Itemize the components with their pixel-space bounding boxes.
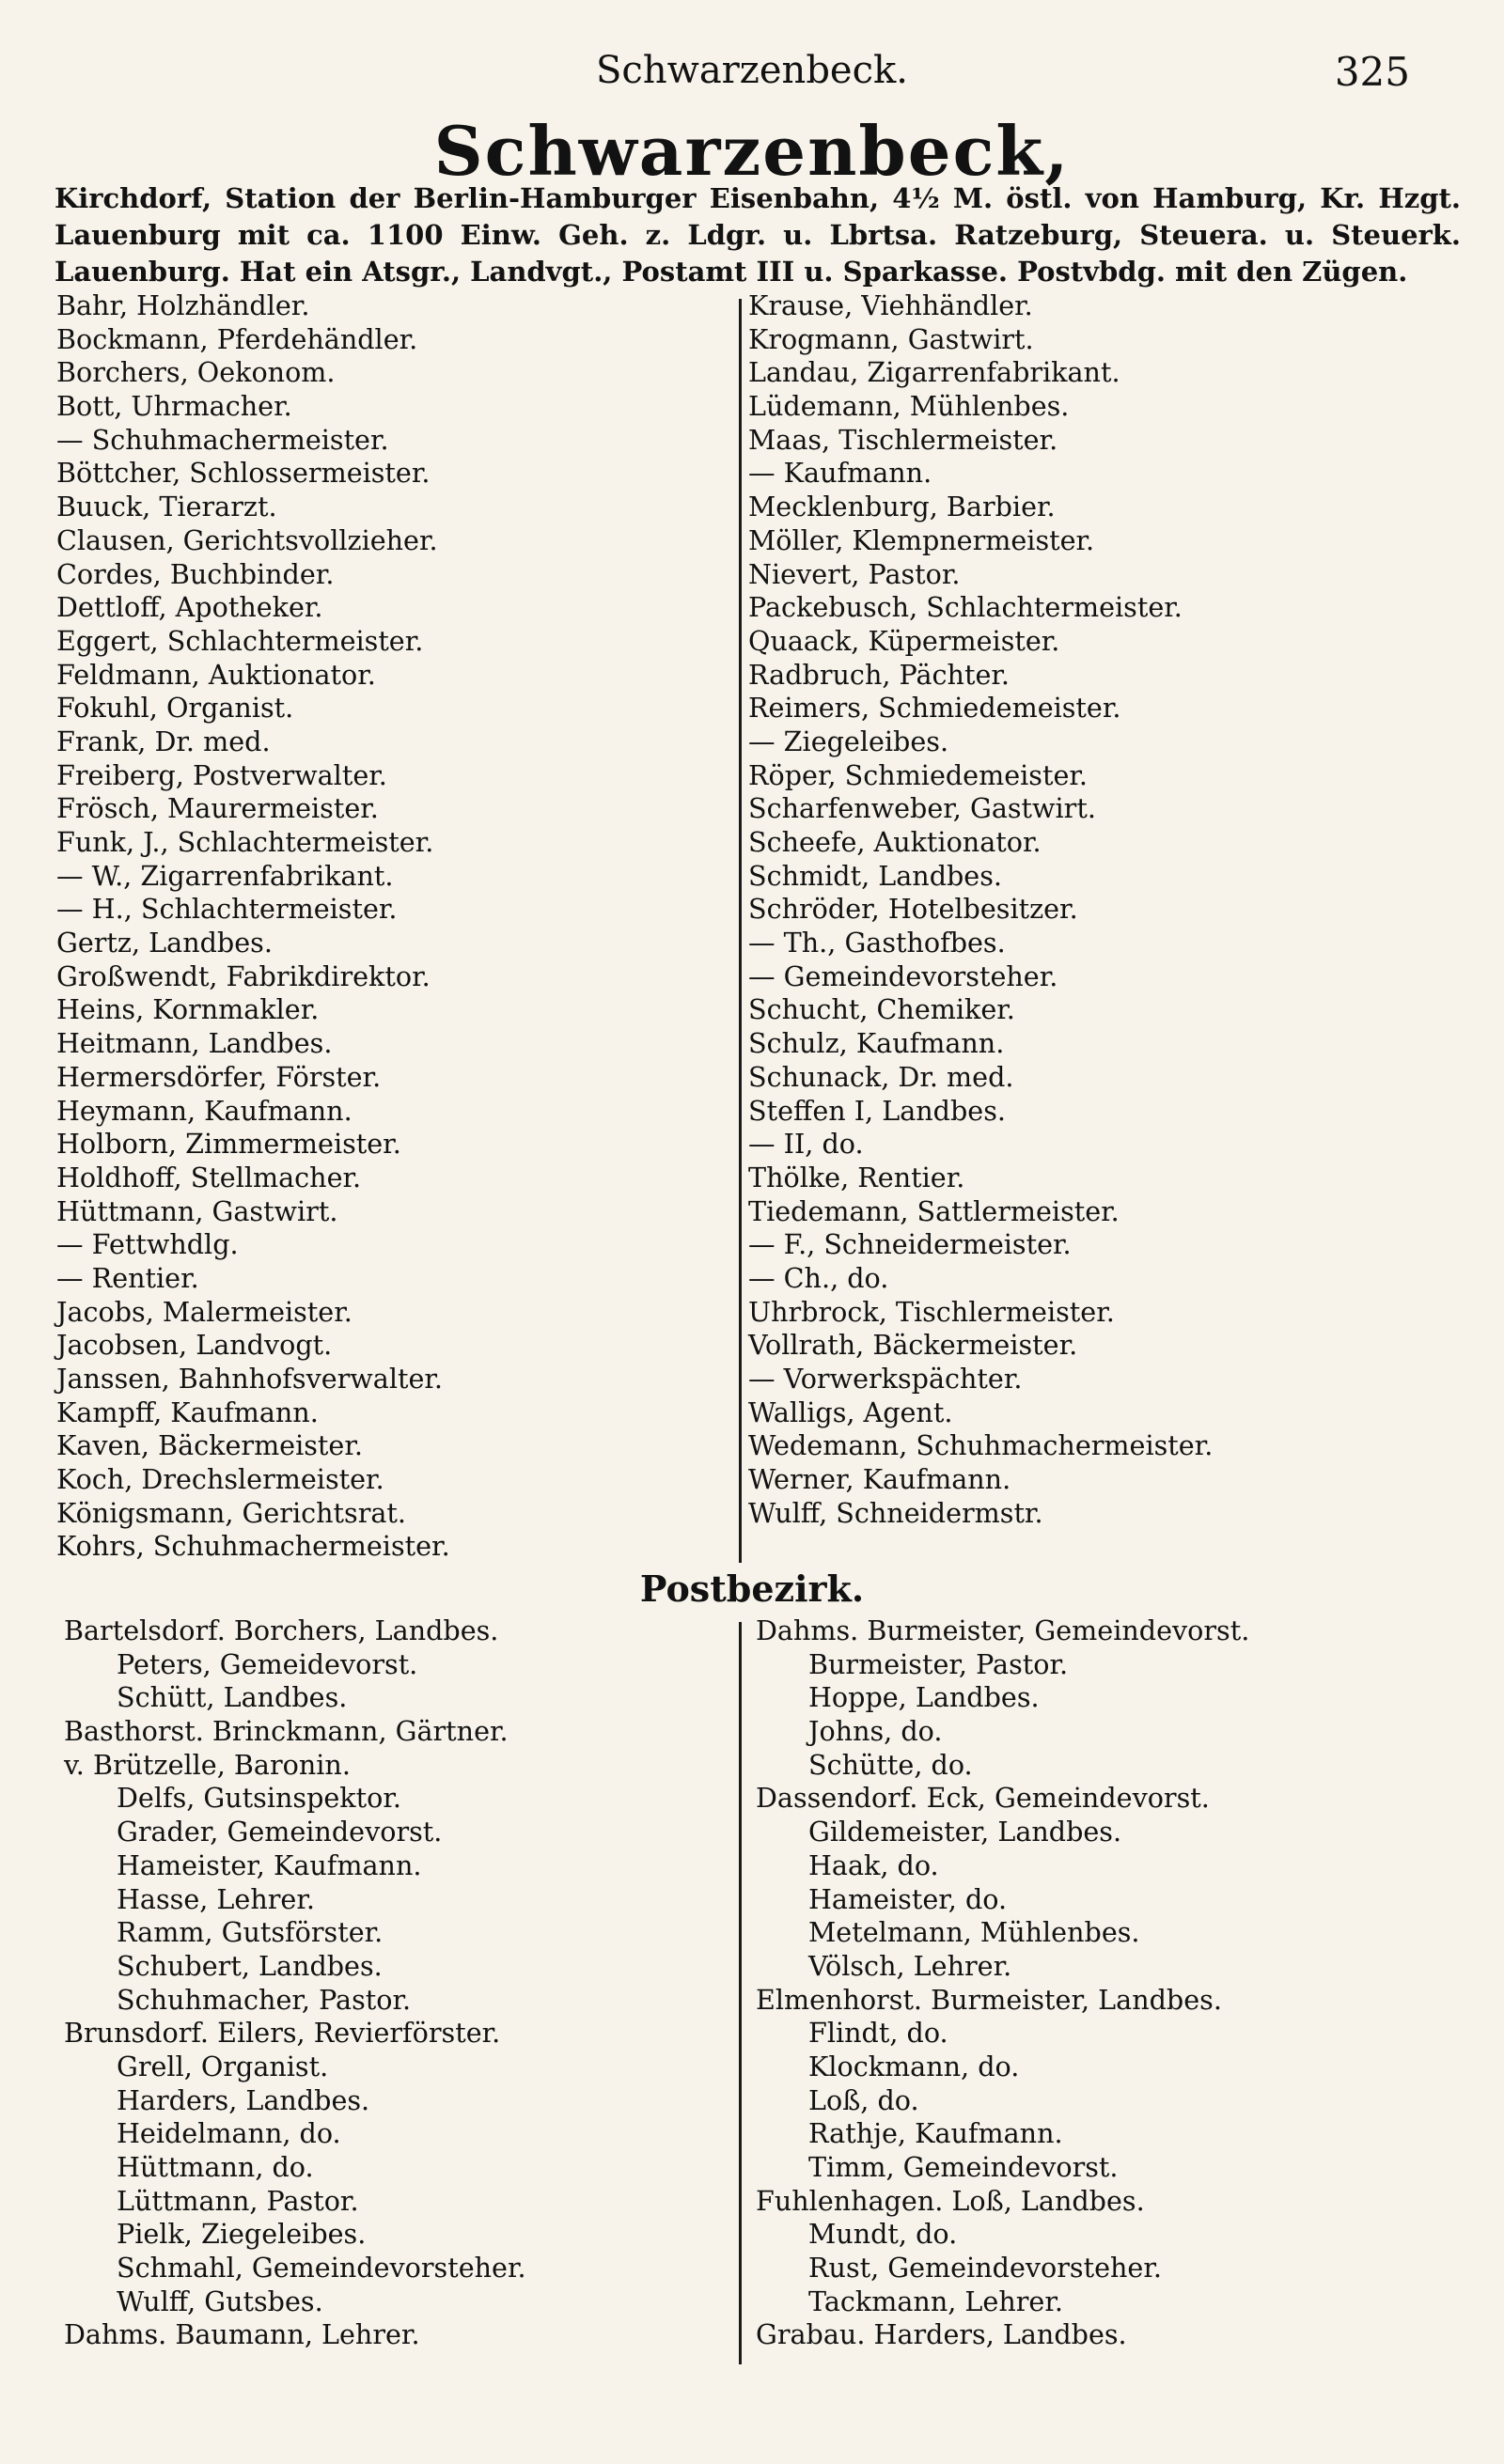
resident-entry: Krogmann, Gastwirt. <box>748 322 1034 355</box>
resident-entry: Schmidt, Landbes. <box>748 859 1002 892</box>
postbezirk-entry: Hoppe, Landbes. <box>808 1681 1040 1714</box>
resident-entry: Krause, Viehhändler. <box>748 289 1033 321</box>
resident-entry: Lüdemann, Mühlenbes. <box>748 390 1070 423</box>
postbezirk-entry: Klockmann, do. <box>808 2050 1020 2082</box>
residents-right-column <box>748 289 1213 1530</box>
resident-entry: Königsmann, Gerichtsrat. <box>56 1496 406 1529</box>
postbezirk-left-column <box>64 1614 526 2352</box>
resident-entry: Janssen, Bahnhofsverwalter. <box>56 1363 444 1395</box>
resident-entry: Möller, Klempnermeister. <box>748 523 1095 556</box>
postbezirk-entry: Schuhmacher, Pastor. <box>117 1983 412 2016</box>
page-number: 325 <box>1334 49 1410 95</box>
postbezirk-entry: Metelmann, Mühlenbes. <box>808 1916 1140 1949</box>
resident-entry: Scheefe, Auktionator. <box>748 826 1042 858</box>
resident-entry: — W., Zigarrenfabrikant. <box>56 859 394 892</box>
resident-entry: Heitmann, Landbes. <box>56 1027 333 1060</box>
resident-entry: Vollrath, Bäckermeister. <box>748 1329 1078 1362</box>
resident-entry: — Ch., do. <box>748 1261 889 1294</box>
postbezirk-entry: Loß, do. <box>808 2083 919 2116</box>
resident-entry: Nievert, Pastor. <box>748 557 961 590</box>
postbezirk-entry: Schmahl, Gemeindevorsteher. <box>117 2252 526 2285</box>
postbezirk-entry: Schütt, Landbes. <box>117 1681 348 1714</box>
postbezirk-entry: Dassendorf. Eck, Gemeindevorst. <box>756 1782 1210 1815</box>
resident-entry: — Rentier. <box>56 1261 199 1294</box>
resident-entry: Hüttmann, Gastwirt. <box>56 1194 338 1227</box>
postbezirk-entry: Hameister, do. <box>808 1882 1008 1915</box>
resident-entry: Fokuhl, Organist. <box>56 692 294 725</box>
column-divider <box>739 299 742 1563</box>
postbezirk-entry: Haak, do. <box>808 1848 939 1881</box>
resident-entry: Jacobs, Malermeister. <box>56 1295 352 1328</box>
resident-entry: Buuck, Tierarzt. <box>56 491 277 523</box>
postbezirk-entry: Pielk, Ziegeleibes. <box>117 2218 367 2251</box>
resident-entry: Steffen I, Landbes. <box>748 1094 1006 1127</box>
postbezirk-entry: Burmeister, Pastor. <box>808 1647 1069 1680</box>
postbezirk-entry: Flindt, do. <box>808 2017 948 2050</box>
resident-entry: — Vorwerkspächter. <box>748 1363 1023 1395</box>
postbezirk-entry: Rust, Gemeindevorsteher. <box>808 2252 1162 2285</box>
column-divider-postbezirk <box>739 1622 742 2364</box>
running-title: Schwarzenbeck. <box>596 49 908 92</box>
resident-entry: Jacobsen, Landvogt. <box>56 1329 333 1362</box>
resident-entry: Maas, Tischlermeister. <box>748 423 1058 456</box>
residents-left-column <box>56 289 450 1564</box>
resident-entry: Walligs, Agent. <box>748 1396 953 1428</box>
resident-entry: Hermersdörfer, Förster. <box>56 1060 382 1093</box>
postbezirk-entry: Mundt, do. <box>808 2218 958 2251</box>
resident-entry: Packebusch, Schlachtermeister. <box>748 591 1183 624</box>
resident-entry: Eggert, Schlachtermeister. <box>56 624 424 657</box>
resident-entry: — Th., Gasthofbes. <box>748 927 1006 959</box>
resident-entry: Bahr, Holzhändler. <box>56 289 310 321</box>
resident-entry: Werner, Kaufmann. <box>748 1463 1011 1496</box>
resident-entry: Schulz, Kaufmann. <box>748 1027 1005 1060</box>
resident-entry: Cordes, Buchbinder. <box>56 557 335 590</box>
resident-entry: — II, do. <box>748 1128 864 1161</box>
postbezirk-entry: Wulff, Gutsbes. <box>117 2285 323 2317</box>
resident-entry: — Kaufmann. <box>748 457 932 490</box>
postbezirk-entry: Hasse, Lehrer. <box>117 1882 315 1915</box>
postbezirk-entry: Grabau. Harders, Landbes. <box>756 2318 1127 2351</box>
resident-entry: — Fettwhdlg. <box>56 1228 239 1261</box>
resident-entry: — Ziegeleibes. <box>748 725 949 757</box>
resident-entry: — H., Schlachtermeister. <box>56 893 398 926</box>
postbezirk-heading: Postbezirk. <box>639 1567 865 1610</box>
postbezirk-entry: Dahms. Baumann, Lehrer. <box>64 2318 420 2351</box>
resident-entry: Feldmann, Auktionator. <box>56 658 376 691</box>
resident-entry: Heins, Kornmakler. <box>56 993 320 1026</box>
resident-entry: Heymann, Kaufmann. <box>56 1094 352 1127</box>
resident-entry: Kaven, Bäckermeister. <box>56 1429 363 1462</box>
resident-entry: Clausen, Gerichtsvollzieher. <box>56 523 438 556</box>
resident-entry: Wedemann, Schuhmachermeister. <box>748 1429 1214 1462</box>
postbezirk-entry: Basthorst. Brinckmann, Gärtner. <box>64 1715 509 1748</box>
postbezirk-entry: Völsch, Lehrer. <box>808 1949 1012 1982</box>
resident-entry: Schröder, Hotelbesitzer. <box>748 893 1078 926</box>
resident-entry: Quaack, Küpermeister. <box>748 624 1060 657</box>
postbezirk-entry: Elmenhorst. Burmeister, Landbes. <box>756 1983 1222 2016</box>
postbezirk-entry: Peters, Gemeidevorst. <box>117 1647 418 1680</box>
postbezirk-entry: Schütte, do. <box>808 1748 973 1781</box>
resident-entry: Koch, Drechslermeister. <box>56 1463 384 1496</box>
resident-entry: Gertz, Landbes. <box>56 927 273 959</box>
postbezirk-entry: Hameister, Kaufmann. <box>117 1848 422 1881</box>
resident-entry: Großwendt, Fabrikdirektor. <box>56 959 431 992</box>
resident-entry: Landau, Zigarrenfabrikant. <box>748 356 1120 389</box>
postbezirk-entry: Brunsdorf. Eilers, Revierförster. <box>64 2017 501 2050</box>
resident-entry: Bott, Uhrmacher. <box>56 390 292 423</box>
resident-entry: Schunack, Dr. med. <box>748 1060 1014 1093</box>
postbezirk-entry: Grell, Organist. <box>117 2050 329 2082</box>
resident-entry: Schucht, Chemiker. <box>748 993 1015 1026</box>
resident-entry: Thölke, Rentier. <box>748 1161 965 1193</box>
postbezirk-entry: Dahms. Burmeister, Gemeindevorst. <box>756 1614 1250 1646</box>
postbezirk-entry: Bartelsdorf. Borchers, Landbes. <box>64 1614 499 1646</box>
postbezirk-entry: Heidelmann, do. <box>117 2117 341 2150</box>
resident-entry: Bockmann, Pferdehändler. <box>56 322 418 355</box>
resident-entry: Wulff, Schneidermstr. <box>748 1496 1043 1529</box>
resident-entry: — Schuhmachermeister. <box>56 423 389 456</box>
resident-entry: Frösch, Maurermeister. <box>56 792 379 825</box>
postbezirk-entry: Timm, Gemeindevorst. <box>808 2151 1119 2183</box>
place-description: Kirchdorf, Station der Berlin-Hamburger Eisenbahn, 4½ M. östl. von Hamburg, Kr. Hzgt. Lauenburg mit ca. 1100 Einw. Geh. z. Ldgr. u. Lbrtsa. Ratzeburg, Steuera. u. Steuerk. Lauenburg. Hat ein Atsgr., Landvgt., Postamt III u. Sparkasse. Postvbdg. mit den Zügen. <box>55 182 1461 288</box>
resident-entry: Röper, Schmiedemeister. <box>748 758 1088 791</box>
resident-entry: Radbruch, Pächter. <box>748 658 1010 691</box>
postbezirk-entry: Harders, Landbes. <box>117 2083 370 2116</box>
postbezirk-entry: Schubert, Landbes. <box>117 1949 383 1982</box>
resident-entry: Holdhoff, Stellmacher. <box>56 1161 362 1193</box>
resident-entry: Frank, Dr. med. <box>56 725 271 757</box>
postbezirk-right-column <box>756 1614 1249 2352</box>
resident-entry: — F., Schneidermeister. <box>748 1228 1072 1261</box>
postbezirk-entry: Rathje, Kaufmann. <box>808 2117 1063 2150</box>
resident-entry: Holborn, Zimmermeister. <box>56 1128 401 1161</box>
postbezirk-entry: Johns, do. <box>808 1715 943 1748</box>
resident-entry: Böttcher, Schlossermeister. <box>56 457 431 490</box>
resident-entry: Uhrbrock, Tischlermeister. <box>748 1295 1115 1328</box>
postbezirk-entry: Grader, Gemeindevorst. <box>117 1816 443 1848</box>
postbezirk-entry: Gildemeister, Landbes. <box>808 1816 1122 1848</box>
resident-entry: Dettloff, Apotheker. <box>56 591 323 624</box>
postbezirk-entry: Fuhlenhagen. Loß, Landbes. <box>756 2184 1145 2217</box>
resident-entry: — Gemeindevorsteher. <box>748 959 1058 992</box>
resident-entry: Kampff, Kaufmann. <box>56 1396 319 1428</box>
resident-entry: Kohrs, Schuhmachermeister. <box>56 1530 450 1563</box>
resident-entry: Scharfenweber, Gastwirt. <box>748 792 1096 825</box>
postbezirk-entry: Delfs, Gutsinspektor. <box>117 1782 401 1815</box>
resident-entry: Borchers, Oekonom. <box>56 356 336 389</box>
running-header <box>0 49 1504 105</box>
postbezirk-entry: Hüttmann, do. <box>117 2151 314 2183</box>
place-title: Schwarzenbeck, <box>433 111 1071 191</box>
resident-entry: Freiberg, Postverwalter. <box>56 758 387 791</box>
postbezirk-entry: Tackmann, Lehrer. <box>808 2285 1063 2317</box>
resident-entry: Tiedemann, Sattlermeister. <box>748 1194 1120 1227</box>
postbezirk-entry: Lüttmann, Pastor. <box>117 2184 359 2217</box>
postbezirk-entry: v. Brützelle, Baronin. <box>64 1748 351 1781</box>
postbezirk-entry: Ramm, Gutsförster. <box>117 1916 384 1949</box>
resident-entry: Funk, J., Schlachtermeister. <box>56 826 434 858</box>
resident-entry: Reimers, Schmiedemeister. <box>748 692 1121 725</box>
resident-entry: Mecklenburg, Barbier. <box>748 491 1056 523</box>
